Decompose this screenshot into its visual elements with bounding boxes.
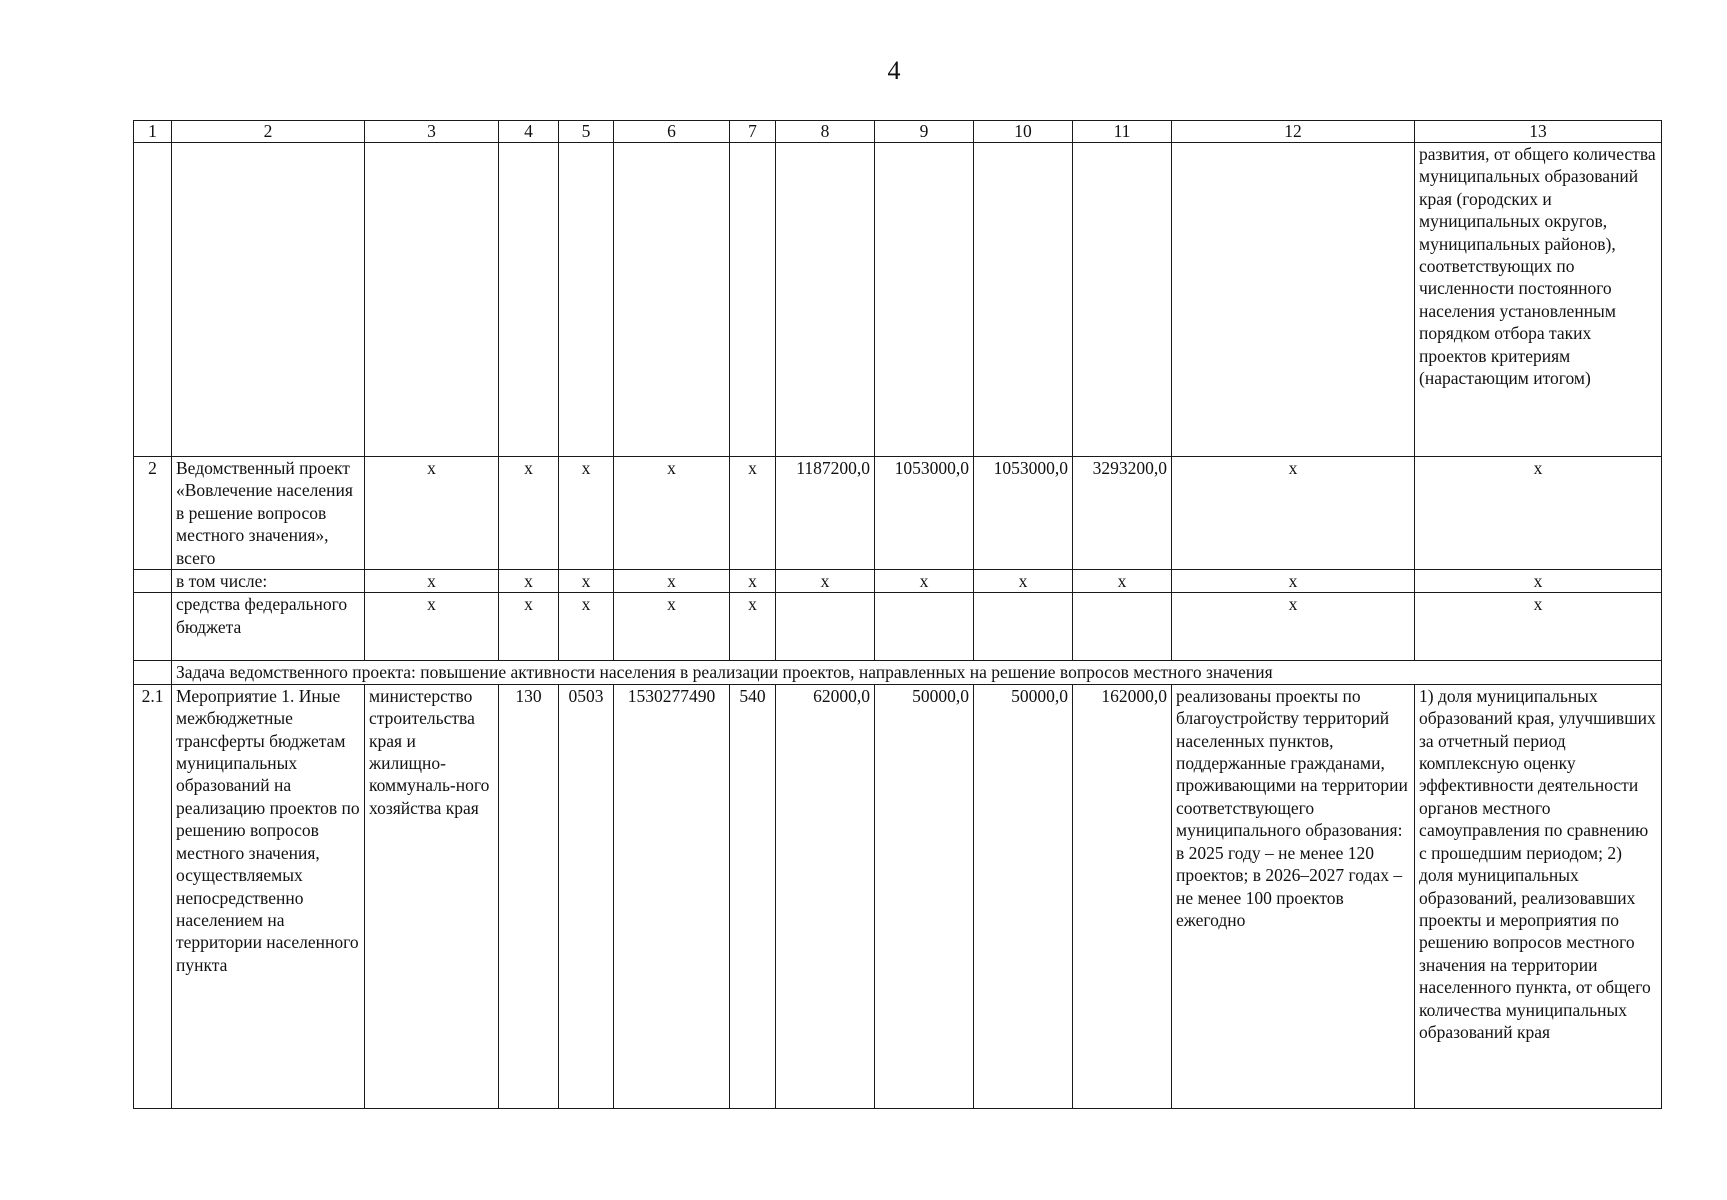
- task-row: [134, 661, 1662, 684]
- col-number: 5: [559, 121, 614, 143]
- col-number: 9: [875, 121, 974, 143]
- x-mark: х: [1415, 593, 1662, 661]
- x-mark: х: [776, 570, 875, 593]
- including-row: [134, 570, 1662, 593]
- federal-budget-row: [134, 593, 1662, 661]
- x-mark: х: [875, 570, 974, 593]
- page-number: 4: [887, 56, 901, 85]
- x-mark: х: [1172, 570, 1415, 593]
- x-mark: х: [730, 457, 776, 570]
- x-mark: х: [614, 570, 730, 593]
- x-mark: х: [365, 593, 499, 661]
- budget-table: [133, 120, 1662, 1109]
- column-numbers-row: [134, 121, 1662, 143]
- indicator-cell: развития, от общего количества муниципальных образований края (городских и муниципальных округов, муниципальных районов), соответствующих по численности постоянного населения установленным порядком отбора таких проектов критериям (нарастающим итогом): [1415, 143, 1662, 457]
- project-name: Ведомственный проект «Вовлечение населения в решение вопросов местного значения», всего: [172, 457, 365, 570]
- continued-row: [134, 143, 1662, 457]
- x-mark: х: [499, 570, 559, 593]
- col-number: 6: [614, 121, 730, 143]
- x-mark: х: [614, 593, 730, 661]
- amount-total: 3293200,0: [1073, 457, 1172, 570]
- col-number: 11: [1073, 121, 1172, 143]
- section-code: 0503: [559, 684, 614, 1108]
- task-description: Задача ведомственного проекта: повышение активности населения в реализации проектов, направленных на решение вопросов местного значения: [172, 661, 1662, 684]
- row-number: 2.1: [134, 684, 172, 1108]
- x-mark: х: [730, 570, 776, 593]
- x-mark: х: [559, 593, 614, 661]
- target-article-code: 1530277490: [614, 684, 730, 1108]
- including-label: в том числе:: [172, 570, 365, 593]
- federal-budget-label: средства федерального бюджета: [172, 593, 365, 661]
- col-number: 1: [134, 121, 172, 143]
- x-mark: х: [730, 593, 776, 661]
- x-mark: х: [365, 570, 499, 593]
- amount-total: 162000,0: [1073, 684, 1172, 1108]
- amount-2025: 62000,0: [776, 684, 875, 1108]
- x-mark: х: [1073, 570, 1172, 593]
- col-number: 7: [730, 121, 776, 143]
- col-number: 10: [974, 121, 1073, 143]
- x-mark: х: [974, 570, 1073, 593]
- x-mark: х: [365, 457, 499, 570]
- col-number: 13: [1415, 121, 1662, 143]
- col-number: 3: [365, 121, 499, 143]
- grbs-code: 130: [499, 684, 559, 1108]
- measure-name: Мероприятие 1. Иные межбюджетные трансферты бюджетам муниципальных образований на реализацию проектов по решению вопросов местного значения, осуществляемых непосредственно населением на территории населенного пункта: [172, 684, 365, 1108]
- amount-2027: 50000,0: [974, 684, 1073, 1108]
- responsible-executor: министерство строительства края и жилищно-коммуналь-ного хозяйства края: [365, 684, 499, 1108]
- x-mark: х: [559, 457, 614, 570]
- amount-2027: 1053000,0: [974, 457, 1073, 570]
- amount-2025: 1187200,0: [776, 457, 875, 570]
- row-number: 2: [134, 457, 172, 570]
- x-mark: х: [1172, 593, 1415, 661]
- x-mark: х: [1415, 570, 1662, 593]
- expense-type-code: 540: [730, 684, 776, 1108]
- amount-2026: 50000,0: [875, 684, 974, 1108]
- x-mark: х: [499, 457, 559, 570]
- x-mark: х: [559, 570, 614, 593]
- measure-row: [134, 684, 1662, 1108]
- x-mark: х: [1415, 457, 1662, 570]
- project-row: [134, 457, 1662, 570]
- col-number: 12: [1172, 121, 1415, 143]
- col-number: 8: [776, 121, 875, 143]
- amount-2026: 1053000,0: [875, 457, 974, 570]
- expected-result: реализованы проекты по благоустройству территорий населенных пунктов, поддержанные гражданами, проживающими на территории соответствующего муниципального образования: в 2025 году – не менее 120 проектов; в 2026–2027 годах – не менее 100 проектов ежегодно: [1172, 684, 1415, 1108]
- indicator-cell: 1) доля муниципальных образований края, улучшивших за отчетный период комплексную оценку эффективности деятельности органов местного самоуправления по сравнению с прошедшим периодом; 2) доля муниципальных образований, реализовавших проекты и мероприятия по решению вопросов местного значения на территории населенного пункта, от общего количества муниципальных образований края: [1415, 684, 1662, 1108]
- col-number: 2: [172, 121, 365, 143]
- x-mark: х: [499, 593, 559, 661]
- x-mark: х: [614, 457, 730, 570]
- x-mark: х: [1172, 457, 1415, 570]
- col-number: 4: [499, 121, 559, 143]
